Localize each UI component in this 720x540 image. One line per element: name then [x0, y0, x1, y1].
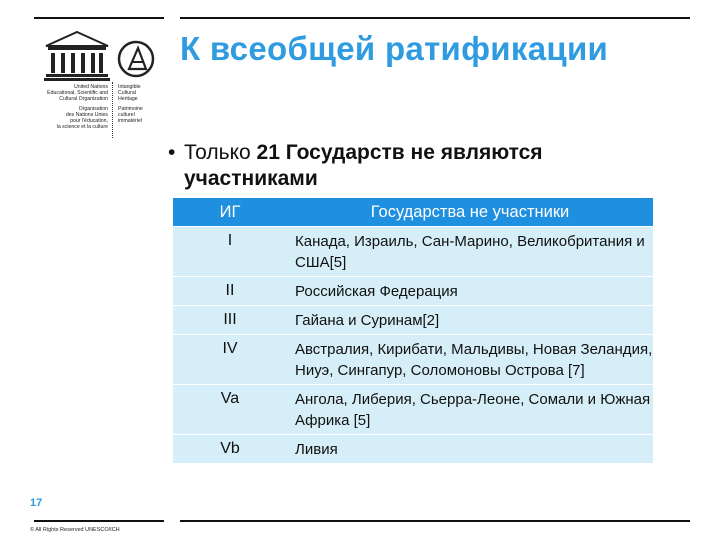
bottom-rule-right [180, 520, 690, 522]
table-row [173, 385, 653, 435]
table-row [173, 227, 653, 277]
states-cell: Ангола, Либерия, Сьерра-Леоне, Сомали и Южная Африка [5] [295, 391, 651, 429]
group-cell: I [227, 232, 233, 249]
bullet-lead: Только [184, 141, 257, 164]
bullet-dot: • [168, 141, 176, 164]
non-parties-table [173, 198, 653, 464]
vertical-dotted-divider [112, 82, 113, 138]
intangible-heritage-icon [116, 38, 156, 80]
ich-name-fr: Patrimoine culturel immatériel [118, 106, 143, 124]
header-group: ИГ [219, 203, 241, 221]
states-cell: Ливия [295, 441, 338, 458]
group-cell: II [225, 282, 235, 299]
group-cell: Vb [220, 440, 240, 457]
bullet-point [168, 140, 638, 192]
unesco-name-en: United Nations Educational, Scientific and Cultural Organization [47, 84, 108, 102]
table-row [173, 306, 653, 335]
states-cell: Гайана и Суринам[2] [295, 312, 440, 329]
group-cell: IV [222, 340, 238, 357]
group-cell: Va [220, 390, 240, 407]
header-states: Государства не участники [370, 203, 570, 221]
bottom-rule-left [34, 520, 164, 522]
unesco-temple-icon [42, 30, 112, 82]
unesco-ich-logo [30, 30, 160, 140]
states-cell: Российская Федерация [295, 283, 458, 300]
states-cell: Австралия, Кирибати, Мальдивы, Новая Зеландия, Ниуэ, Сингапур, Соломоновы Острова [7] [295, 341, 653, 379]
bullet-bold: 21 Государств не являются [256, 141, 543, 164]
page-number: 17 [30, 497, 43, 509]
slide-title: К всеобщей ратификации [180, 30, 609, 67]
bullet-line2: участниками [184, 167, 318, 190]
top-rule-left [34, 17, 164, 19]
unesco-name-fr: Organisation des Nations Unies pour l'éducation, la science et la culture [56, 106, 108, 130]
table-row [173, 335, 653, 385]
top-rule-right [180, 17, 690, 19]
states-cell: Канада, Израиль, Сан-Марино, Великобритания и США[5] [295, 233, 645, 271]
table-row [173, 435, 653, 464]
table-header-row [173, 198, 653, 227]
group-cell: III [223, 311, 237, 328]
table-row [173, 277, 653, 306]
ich-name-en: Intangible Cultural Heritage [118, 84, 141, 102]
copyright-footer: © All Rights Reserved UNESCO/ICH [30, 527, 120, 533]
